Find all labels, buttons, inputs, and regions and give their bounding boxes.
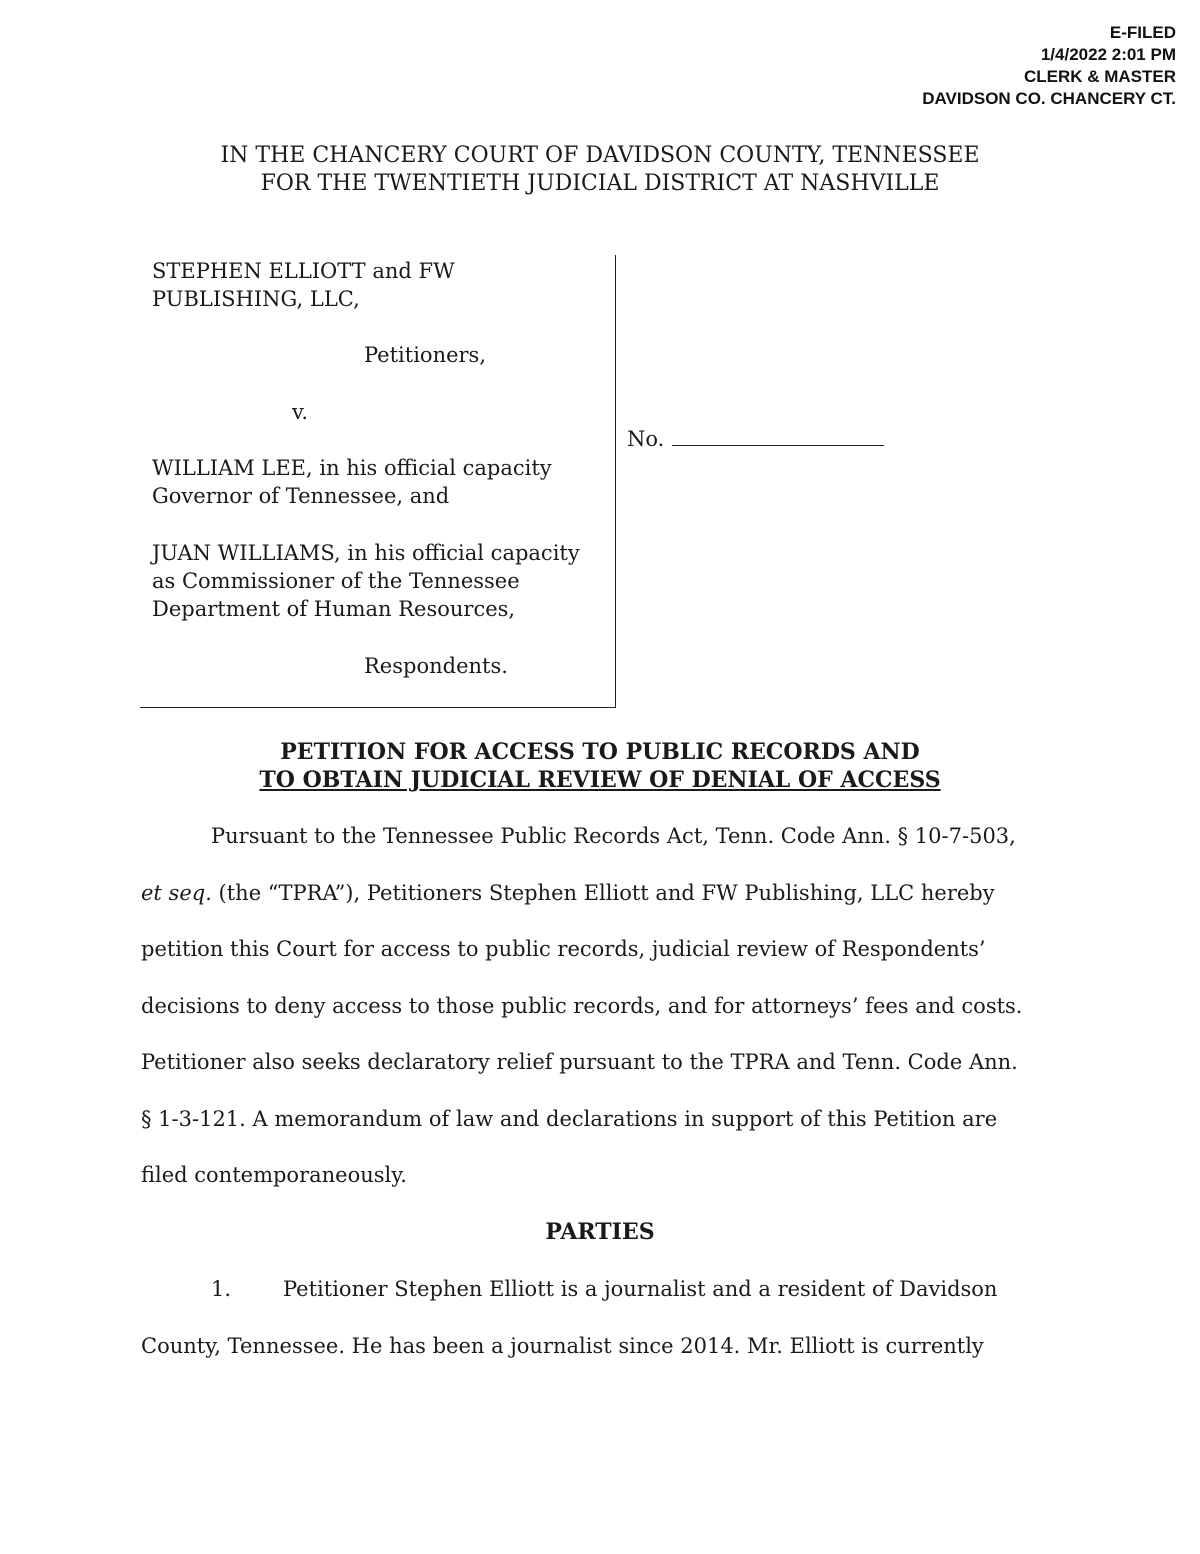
case-caption [140,255,616,708]
et-seq-text: et seq. [141,881,212,905]
paragraph-number: 1. [211,1277,232,1301]
respondent-name: Department of Human Resources, [152,597,516,621]
versus-label: v. [292,400,309,424]
respondents-label: Respondents. [364,654,508,678]
petitioners-label: Petitioners, [364,343,487,367]
paragraph-line: County, Tennessee. He has been a journalist since 2014. Mr. Elliott is currently [141,1334,984,1358]
intro-paragraph-text: (the “TPRA”), Petitioners Stephen Elliott and FW Publishing, LLC hereby [211,881,995,905]
intro-paragraph-line [141,879,995,907]
stamp-line: 1/4/2022 2:01 PM [1040,45,1176,64]
petitioner-name: STEPHEN ELLIOTT and FW [152,259,455,283]
efiling-stamp [922,22,1176,110]
case-number [627,425,884,453]
intro-paragraph-line: § 1-3-121. A memorandum of law and declarations in support of this Petition are [141,1107,998,1131]
paragraph-line: Petitioner Stephen Elliott is a journalist and a resident of Davidson [283,1277,998,1301]
court-heading-line: IN THE CHANCERY COURT OF DAVIDSON COUNTY, TENNESSEE [220,143,980,168]
intro-paragraph-line: decisions to deny access to those public records, and for attorneys’ fees and costs. [141,994,1023,1018]
case-number-blank [672,427,884,446]
case-number-label: No. [627,427,665,451]
court-heading-line: FOR THE TWENTIETH JUDICIAL DISTRICT AT NASHVILLE [260,171,940,196]
respondent-name: Governor of Tennessee, and [152,484,450,508]
intro-paragraph-line: petition this Court for access to public records, judicial review of Respondents’ [141,937,986,961]
respondent-name: as Commissioner of the Tennessee [152,569,520,593]
section-heading-parties: PARTIES [545,1219,655,1245]
court-heading [0,142,1200,198]
intro-paragraph-line: Petitioner also seeks declaratory relief pursuant to the TPRA and Tenn. Code Ann. [141,1050,1018,1074]
document-title-line: TO OBTAIN JUDICIAL REVIEW OF DENIAL OF ACCESS [259,767,941,793]
stamp-line: DAVIDSON CO. CHANCERY CT. [922,89,1176,108]
stamp-line: CLERK & MASTER [1023,67,1176,86]
respondent-name: JUAN WILLIAMS, in his official capacity [152,541,580,565]
document-title-line: PETITION FOR ACCESS TO PUBLIC RECORDS AND [280,739,920,765]
petitioner-name: PUBLISHING, LLC, [152,287,360,311]
intro-paragraph-line: Pursuant to the Tennessee Public Records Act, Tenn. Code Ann. § 10-7-503, [211,824,1016,848]
intro-paragraph-line: filed contemporaneously. [141,1163,407,1187]
stamp-line: E-FILED [1109,23,1176,42]
document-title [0,738,1200,794]
respondent-name: WILLIAM LEE, in his official capacity [152,456,552,480]
